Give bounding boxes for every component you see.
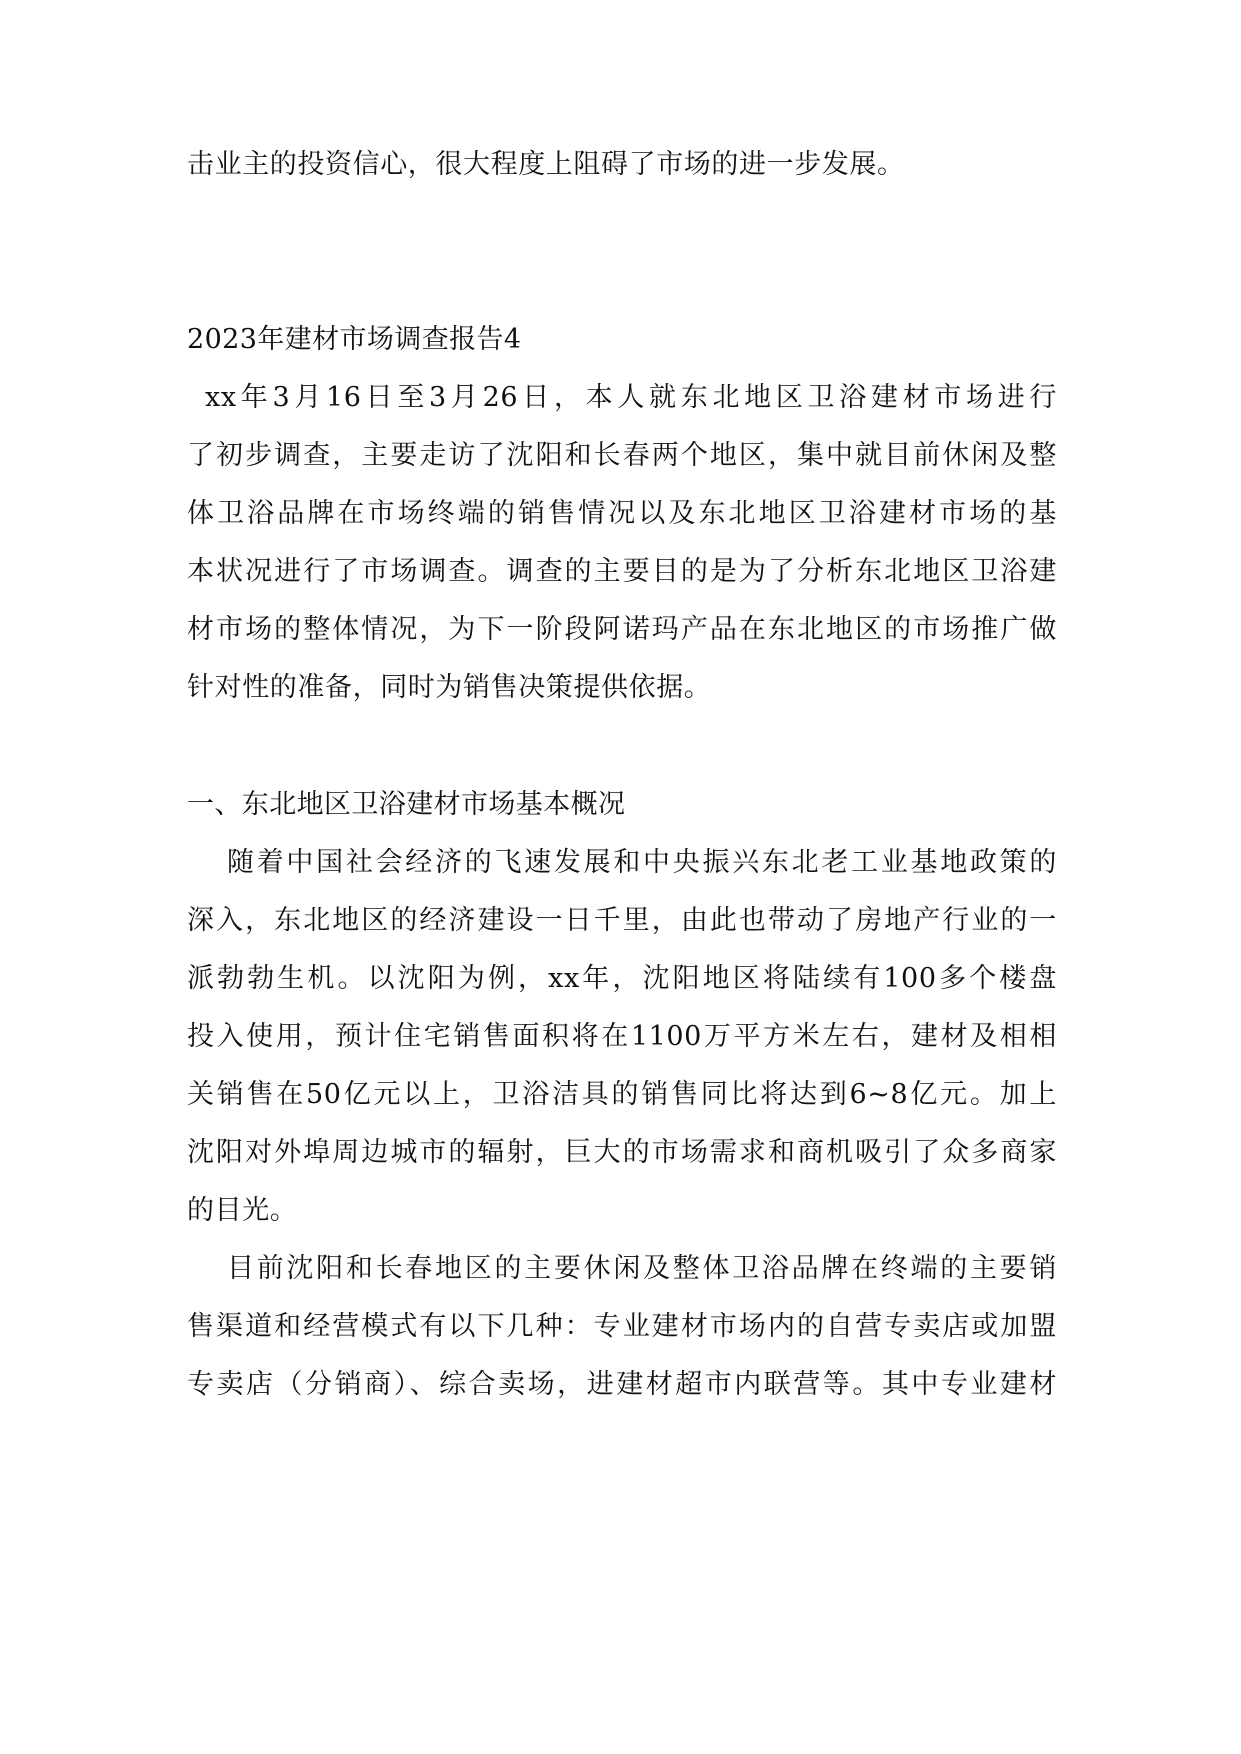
section1-para1-line-6: 沈阳对外埠周边城市的辐射，巨大的市场需求和商机吸引了众多商家 bbox=[187, 1137, 1057, 1168]
section1-para2-line-2: 售渠道和经营模式有以下几种：专业建材市场内的自营专卖店或加盟 bbox=[187, 1311, 1057, 1342]
section1-heading: 一、东北地区卫浴建材市场基本概况 bbox=[187, 789, 626, 820]
section1-para2-line-3: 专卖店（分销商）、综合卖场，进建材超市内联营等。其中专业建材 bbox=[187, 1369, 1057, 1400]
intro-line-4: 本状况进行了市场调查。调查的主要目的是为了分析东北地区卫浴建 bbox=[187, 556, 1057, 587]
section1-para1-line-7: 的目光。 bbox=[187, 1195, 298, 1226]
section1-para1-line-3: 派勃勃生机。以沈阳为例，xx年，沈阳地区将陆续有100多个楼盘 bbox=[187, 963, 1057, 994]
continuation-line: 击业主的投资信心，很大程度上阻碍了市场的进一步发展。 bbox=[187, 149, 905, 180]
section1-para1-line-2: 深入，东北地区的经济建设一日千里，由此也带动了房地产行业的一 bbox=[187, 905, 1057, 936]
intro-line-5: 材市场的整体情况，为下一阶段阿诺玛产品在东北地区的市场推广做 bbox=[187, 614, 1057, 645]
intro-line-1: xx年3月16日至3月26日，本人就东北地区卫浴建材市场进行 bbox=[205, 382, 1057, 413]
report-title: 2023年建材市场调查报告4 bbox=[187, 324, 522, 355]
section1-para1-line-4: 投入使用，预计住宅销售面积将在1100万平方米左右，建材及相相 bbox=[187, 1021, 1057, 1052]
section1-para1-line-5: 关销售在50亿元以上，卫浴洁具的销售同比将达到6~8亿元。加上 bbox=[187, 1079, 1057, 1110]
intro-line-6: 针对性的准备，同时为销售决策提供依据。 bbox=[187, 672, 712, 703]
section1-para2-line-1: 目前沈阳和长春地区的主要休闲及整体卫浴品牌在终端的主要销 bbox=[227, 1253, 1057, 1284]
section1-para1-line-1: 随着中国社会经济的飞速发展和中央振兴东北老工业基地政策的 bbox=[227, 847, 1057, 878]
intro-line-2: 了初步调查，主要走访了沈阳和长春两个地区，集中就目前休闲及整 bbox=[187, 440, 1057, 471]
intro-line-3: 体卫浴品牌在市场终端的销售情况以及东北地区卫浴建材市场的基 bbox=[187, 498, 1057, 529]
